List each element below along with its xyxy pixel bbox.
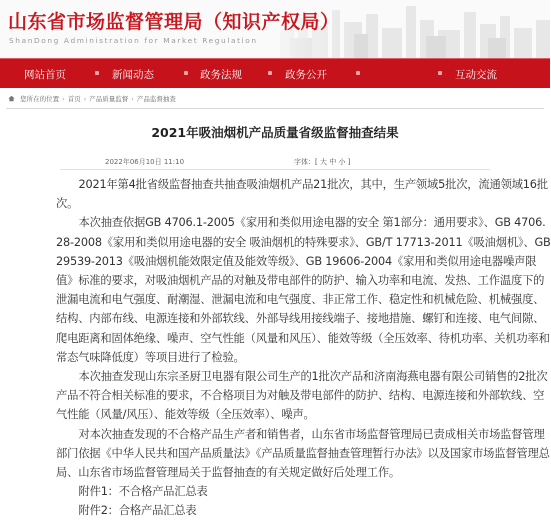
breadcrumb-divider [6, 108, 544, 109]
nav-item-interaction[interactable]: 互动交流 [455, 69, 497, 81]
article-date: 2022年06月10日 11:10 [105, 158, 185, 166]
nav-item-news[interactable]: 新闻动态 [112, 69, 154, 81]
font-size-medium[interactable]: 中 [329, 158, 337, 166]
article-paragraph: 本次抽查依据GB 4706.1-2005《家用和类似用途电器的安全 第1部分：通用要求》、GB 4706.28-2008《家用和类似用途电器的安全 吸油烟机的特殊要求》、GB/T 17713-2011《吸油烟机》、GB 29539-2013《吸油烟机能效限定值及能效等级》、GB 19606-2004《家用和类似用途电器噪声限值》标准的要求，对吸油烟机产品的对触及带电部件的防护、输入功率和电流、发热、工作温度下的泄漏电流和电气强度、耐潮湿、泄漏电流和电气强度、非正常工作、稳定性和机械危险、机械强度、结构、内部布线、电源连接和外部软线、外部导线用接线端子、接地措施、螺钉和连接、电气间隙、爬电距离和固体绝缘、噪声、空气性能（风量和风压）、能效等级（全压效率、待机功率、关机功率和常态气味降低度）等项目进行了检验。 [56, 216, 551, 364]
attachment-link[interactable]: 附件1：不合格产品汇总表 [78, 485, 208, 499]
article-paragraph: 本次抽查发现山东宗圣厨卫电器有限公司生产的1批次产品和济南海燕电器有限公司销售的2批次产品不符合相关标准的要求，不合格项目为对触及带电部件的防护、结构、电源连接和外部软线、空气性能（风量/风压）、能效等级（全压效率）、噪声。 [56, 370, 548, 422]
article-paragraph: 对本次抽查发现的不合格产品生产者和销售者，山东省市场监督管理局已责成相关市场监督管理部门依据《中华人民共和国产品质量法》《产品质量监督抽查管理暂行办法》以及国家市场监督管理总局、山东省市场监督管理局关于监督抽查的有关规定做好后处理工作。 [56, 427, 550, 480]
site-subtitle: ShanDong Administration for Market Regulation [9, 36, 258, 45]
article-body [56, 175, 551, 521]
nav-separator [268, 71, 272, 75]
nav-separator [184, 71, 188, 75]
breadcrumb: 您所在的位置 › 首页 › 产品质量监督 › 产品监督抽查 [8, 94, 176, 106]
font-size-label: 字体： [294, 158, 315, 166]
breadcrumb-location-label: 您所在的位置 [20, 95, 60, 103]
breadcrumb-spot-check[interactable]: 产品监督抽查 [136, 95, 176, 103]
font-size-large[interactable]: 大 [319, 158, 327, 166]
breadcrumb-quality-supervision[interactable]: 产品质量监督 [89, 95, 129, 103]
nav-separator [95, 71, 99, 75]
nav-item-regulations[interactable]: 政务法规 [200, 69, 242, 81]
font-size-small[interactable]: 小 [338, 158, 346, 166]
nav-separator [356, 71, 360, 75]
main-nav [0, 58, 550, 88]
article-title: 2021年吸油烟机产品质量省级监督抽查结果 [151, 125, 399, 140]
site-header [0, 0, 550, 58]
site-title: 山东省市场监督管理局（知识产权局） [8, 11, 340, 33]
meta-divider [60, 169, 490, 170]
attachment-link[interactable]: 附件2：合格产品汇总表 [78, 504, 197, 518]
breadcrumb-home[interactable]: 首页 [67, 95, 81, 103]
nav-separator [438, 71, 442, 75]
nav-item-disclosure[interactable]: 政务公开 [285, 69, 327, 81]
font-size-control: 字体：[ 大 中 小 ] [294, 158, 351, 166]
home-icon [8, 95, 15, 102]
article-paragraph: 2021年第4批省级监督抽查共抽查吸油烟机产品21批次，其中，生产领域5批次，流通领域16批次。 [56, 178, 548, 211]
nav-item-home[interactable]: 网站首页 [24, 69, 66, 81]
